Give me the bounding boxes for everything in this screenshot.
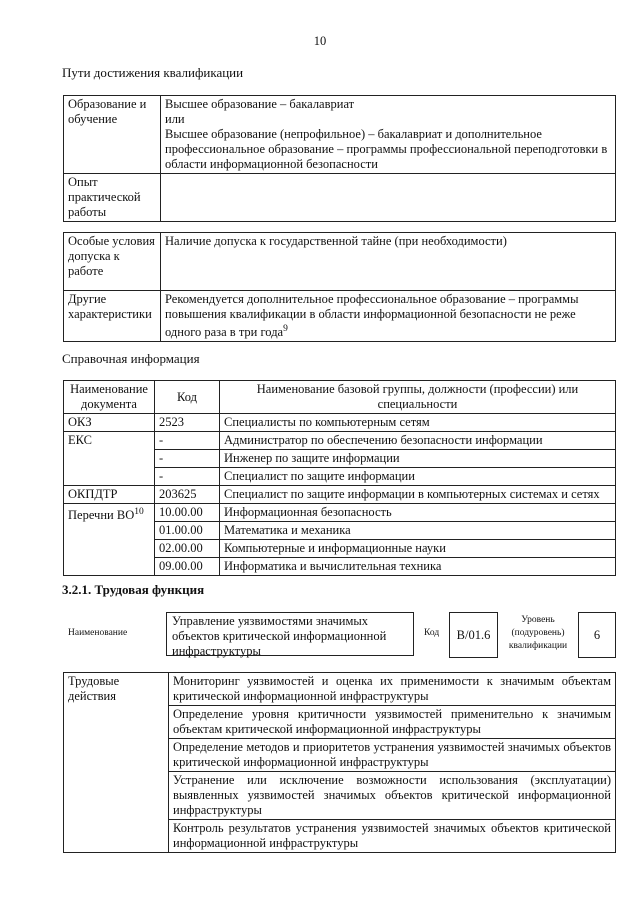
labor-action-item: Мониторинг уязвимостей и оценка их применимости к значимым объектам критической информационной инфраструктуры <box>169 673 616 706</box>
labor-actions-label: Трудовые действия <box>64 673 169 853</box>
cell-code: - <box>155 450 220 468</box>
function-code-box: B/01.6 <box>449 612 498 658</box>
qualification-paths-heading: Пути достижения квалификации <box>62 65 244 80</box>
other-label: Другие характеристики <box>64 291 161 342</box>
labor-actions-table <box>63 672 616 853</box>
cell-name: Администратор по обеспечению безопасности информации <box>220 432 616 450</box>
cell-code: - <box>155 432 220 450</box>
experience-value <box>161 174 616 222</box>
cell-name: Математика и механика <box>220 522 616 540</box>
labor-action-item: Определение уровня критичности уязвимостей применительно к значимым объектам критической информационной инфраструктуры <box>169 706 616 739</box>
column-header-code: Код <box>155 381 220 414</box>
labor-action-item: Определение методов и приоритетов устранения уязвимостей значимых объектов критической информационной инфраструктуры <box>169 739 616 772</box>
footnote-ref: 10 <box>134 507 144 517</box>
labor-function-heading: 3.2.1. Трудовая функция <box>62 582 205 597</box>
cell-document: ОКЗ <box>64 414 155 432</box>
cell-name: Специалист по защите информации <box>220 468 616 486</box>
labor-action-item: Контроль результатов устранения уязвимостей значимых объектов критической информационной инфраструктуры <box>169 820 616 853</box>
cell-document-text: Перечни ВО <box>68 508 135 523</box>
page-number: 10 <box>313 34 327 48</box>
other-value <box>161 291 616 342</box>
table-row <box>64 414 616 432</box>
cell-name: Информационная безопасность <box>220 504 616 522</box>
education-line: или <box>165 112 185 126</box>
qualification-paths-table <box>63 95 616 222</box>
cell-code: 02.00.00 <box>155 540 220 558</box>
table-row <box>64 486 616 504</box>
cell-code: 01.00.00 <box>155 522 220 540</box>
cell-name: Специалист по защите информации в компьютерных системах и сетях <box>220 486 616 504</box>
cell-code: 09.00.00 <box>155 558 220 576</box>
cell-name: Инженер по защите информации <box>220 450 616 468</box>
cell-name: Компьютерные и информационные науки <box>220 540 616 558</box>
education-line: Высшее образование – бакалавриат <box>165 97 355 111</box>
footnote-ref: 9 <box>283 324 288 334</box>
labor-action-item: Устранение или исключение возможности использования (эксплуатации) выявленных уязвимостей значимых объектов критической информационной инфраструктуры <box>169 772 616 820</box>
education-line: Высшее образование (непрофильное) – бакалавриат и дополнительное профессиональное образование – программы профессиональной переподготовки в области информационной безопасности <box>165 127 608 171</box>
cell-code: 2523 <box>155 414 220 432</box>
education-label: Образование и обучение <box>64 96 161 174</box>
cell-code: 10.00.00 <box>155 504 220 522</box>
table-row <box>64 432 616 450</box>
code-label: Код <box>424 628 440 638</box>
reference-table <box>63 380 616 576</box>
level-label: Уровень (подуровень) квалификации <box>508 615 568 651</box>
cell-code: 203625 <box>155 486 220 504</box>
education-value <box>161 96 616 174</box>
cell-document <box>64 504 155 576</box>
column-header-document: Наименование документа <box>64 381 155 414</box>
function-name-box: Управление уязвимостями значимых объектов критической информационной инфраструктуры <box>166 612 414 656</box>
name-label: Наименование <box>68 628 128 638</box>
other-value-text: Рекомендуется дополнительное профессиональное образование – программы повышения квалификации в области информационной безопасности не реже одного раза в три года <box>165 292 579 340</box>
conditions-label: Особые условия допуска к работе <box>64 233 161 291</box>
cell-name: Информатика и вычислительная техника <box>220 558 616 576</box>
cell-document: ОКПДТР <box>64 486 155 504</box>
experience-label: Опыт практической работы <box>64 174 161 222</box>
table-row <box>64 504 616 522</box>
conditions-value: Наличие допуска к государственной тайне (при необходимости) <box>161 233 616 291</box>
cell-code: - <box>155 468 220 486</box>
reference-info-heading: Справочная информация <box>62 351 200 366</box>
column-header-name: Наименование базовой группы, должности (профессии) или специальности <box>220 381 616 414</box>
cell-name: Специалисты по компьютерным сетям <box>220 414 616 432</box>
admission-table <box>63 232 616 342</box>
cell-document: ЕКС <box>64 432 155 486</box>
level-value-box: 6 <box>578 612 616 658</box>
